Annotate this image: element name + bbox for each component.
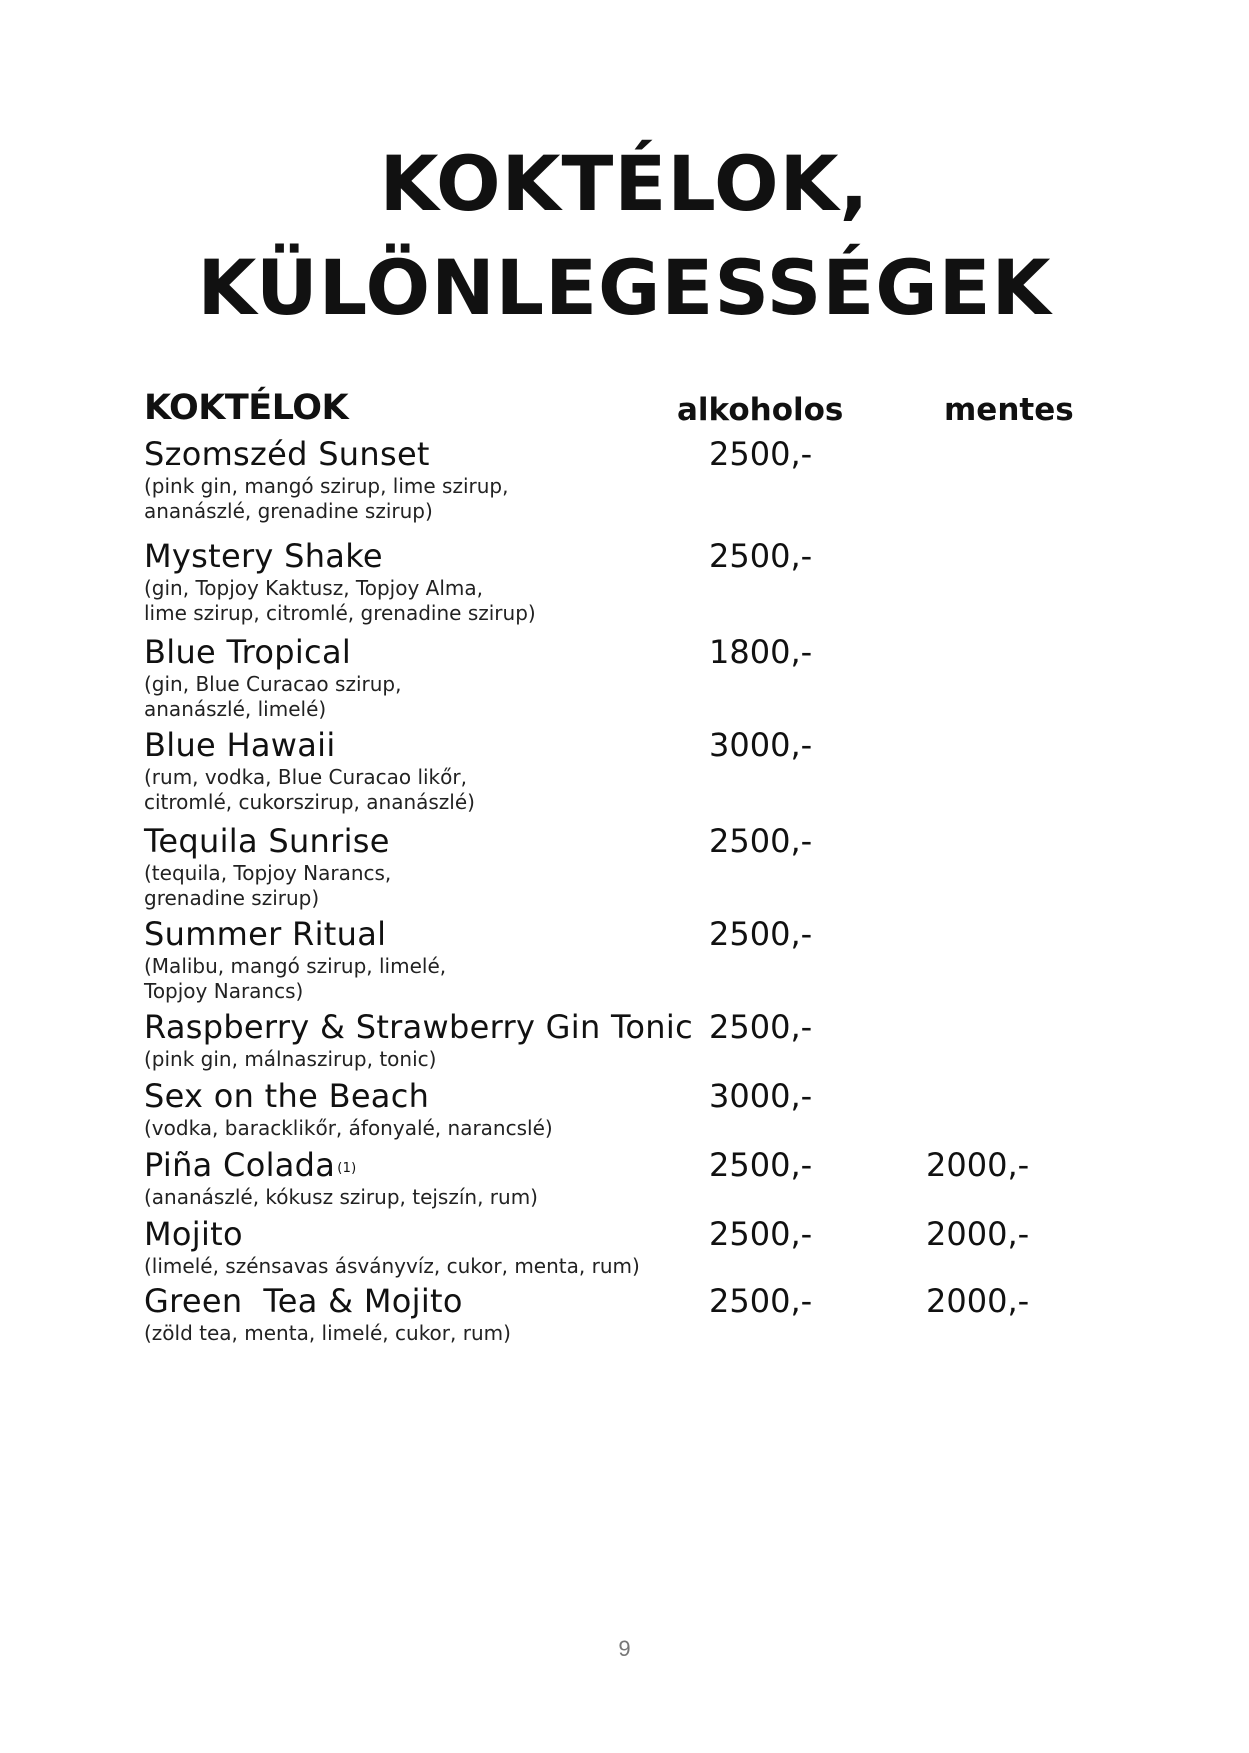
- menu-item: [144, 1281, 1094, 1346]
- item-description: (rum, vodka, Blue Curacao likőr, citromlé, cukorszirup, ananászlé): [144, 765, 475, 814]
- page-title-line-2: KÜLÖNLEGESSÉGEK: [197, 243, 1052, 332]
- item-description: (gin, Topjoy Kaktusz, Topjoy Alma, lime szirup, citromlé, grenadine szirup): [144, 576, 536, 625]
- price-alcoholic: 3000,-: [709, 1077, 813, 1115]
- item-description: (limelé, szénsavas ásványvíz, cukor, menta, rum): [144, 1254, 640, 1278]
- price-alcoholic: 3000,-: [709, 726, 813, 764]
- item-description: (zöld tea, menta, limelé, cukor, rum): [144, 1321, 511, 1345]
- price-alcoholic: 2500,-: [709, 537, 813, 575]
- item-name: Sex on the Beach: [144, 1077, 430, 1115]
- menu-item: [144, 632, 1094, 722]
- price-alcoholic: 1800,-: [709, 633, 813, 671]
- menu-item: [144, 536, 1094, 626]
- menu-item: [144, 725, 1094, 815]
- item-name: Szomszéd Sunset: [144, 435, 430, 473]
- item-name: Mojito: [144, 1215, 243, 1253]
- menu-item: [144, 434, 1094, 524]
- item-name: Summer Ritual: [144, 915, 387, 953]
- page-title-line-1: KOKTÉLOK,: [379, 139, 870, 228]
- item-description: (tequila, Topjoy Narancs, grenadine szirup): [144, 861, 392, 910]
- footnote-marker: (1): [337, 1161, 357, 1176]
- item-name: Blue Tropical: [144, 633, 352, 671]
- price-alcoholic: 2500,-: [709, 1146, 813, 1184]
- price-alcoholic: 2500,-: [709, 1215, 813, 1253]
- menu-item: [144, 821, 1094, 911]
- section-title: KOKTÉLOK: [144, 388, 349, 428]
- price-alcohol-free: 2000,-: [926, 1215, 1030, 1253]
- column-header-alcoholic: alkoholos: [677, 392, 844, 428]
- price-alcohol-free: 2000,-: [926, 1146, 1030, 1184]
- price-alcoholic: 2500,-: [709, 1008, 813, 1046]
- price-alcoholic: 2500,-: [709, 435, 813, 473]
- section-header: [144, 386, 1094, 430]
- menu-item: [144, 1007, 1094, 1072]
- menu-item: [144, 914, 1094, 1004]
- page-number: 9: [618, 1636, 631, 1661]
- cocktail-list: [144, 434, 1094, 1346]
- menu-item: [144, 1076, 1094, 1141]
- item-description: (pink gin, mangó szirup, lime szirup, ananászlé, grenadine szirup): [144, 474, 509, 523]
- price-alcohol-free: 2000,-: [926, 1282, 1030, 1320]
- item-name: Tequila Sunrise: [144, 822, 390, 860]
- item-name: Piña Colada $^{(1)}$: [144, 1146, 357, 1184]
- item-description: (gin, Blue Curacao szirup, ananászlé, limelé): [144, 672, 402, 721]
- item-name: Blue Hawaii: [144, 726, 336, 764]
- price-alcoholic: 2500,-: [709, 1282, 813, 1320]
- column-header-alcohol-free: mentes: [944, 392, 1074, 428]
- item-description: (ananászlé, kókusz szirup, tejszín, rum): [144, 1185, 538, 1209]
- item-name: Raspberry & Strawberry Gin Tonic: [144, 1008, 693, 1046]
- price-alcoholic: 2500,-: [709, 915, 813, 953]
- page-title: [0, 132, 1249, 340]
- item-description: (vodka, baracklikőr, áfonyalé, narancslé): [144, 1116, 553, 1140]
- price-alcoholic: 2500,-: [709, 822, 813, 860]
- item-name: Mystery Shake: [144, 537, 383, 575]
- menu-item: [144, 1145, 1094, 1210]
- item-name: Green Tea & Mojito: [144, 1282, 463, 1320]
- menu-item: [144, 1214, 1094, 1279]
- item-description: (Malibu, mangó szirup, limelé, Topjoy Narancs): [144, 954, 447, 1003]
- item-description: (pink gin, málnaszirup, tonic): [144, 1047, 437, 1071]
